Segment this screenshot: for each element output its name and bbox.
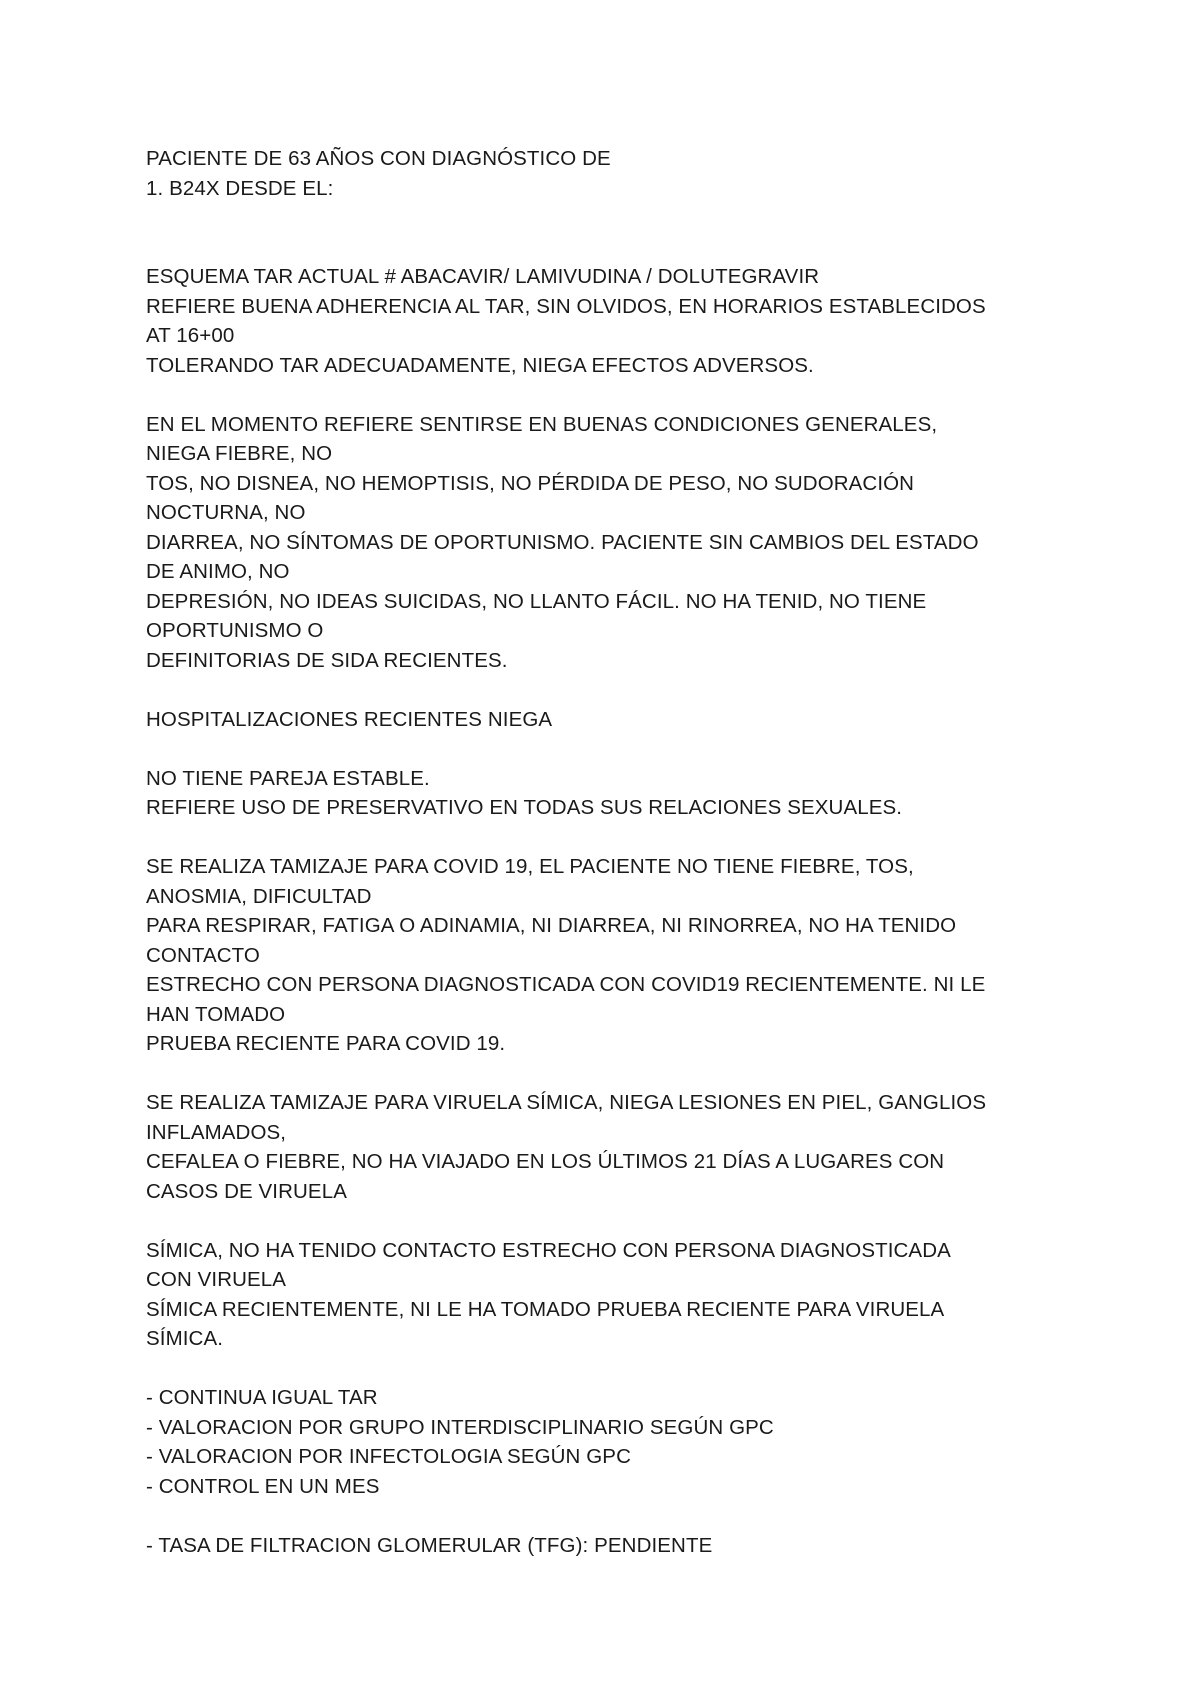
text-line: CEFALEA O FIEBRE, NO HA VIAJADO EN LOS ÚLTIMOS 21 DÍAS A LUGARES CON xyxy=(146,1150,945,1173)
text-line: OPORTUNISMO O xyxy=(146,619,324,642)
header-section xyxy=(146,144,1146,203)
text-line: ANOSMIA, DIFICULTAD xyxy=(146,884,372,908)
text-line: CASOS DE VIRUELA xyxy=(146,1179,347,1203)
text-line: SE REALIZA TAMIZAJE PARA VIRUELA SÍMICA, NIEGA LESIONES EN PIEL, GANGLIOS xyxy=(146,1091,987,1114)
plan-item: - VALORACION POR INFECTOLOGIA SEGÚN GPC xyxy=(146,1445,631,1468)
text-line: PACIENTE DE 63 AÑOS CON DIAGNÓSTICO DE xyxy=(146,147,611,170)
text-line: SÍMICA. xyxy=(146,1327,224,1350)
partner-section xyxy=(146,764,1146,823)
text-line: TOLERANDO TAR ADECUADAMENTE, NIEGA EFECTOS ADVERSOS. xyxy=(146,353,814,377)
text-line: HOSPITALIZACIONES RECIENTES NIEGA xyxy=(146,707,553,731)
labs-section xyxy=(146,1531,1146,1561)
text-line: EN EL MOMENTO REFIERE SENTIRSE EN BUENAS CONDICIONES GENERALES, xyxy=(146,412,938,436)
text-line: NOCTURNA, NO xyxy=(146,501,306,524)
text-line: SÍMICA RECIENTEMENTE, NI LE HA TOMADO PRUEBA RECIENTE PARA VIRUELA xyxy=(146,1297,945,1321)
text-line: 1. B24X DESDE EL: xyxy=(146,176,334,200)
plan-item: - CONTROL EN UN MES xyxy=(146,1474,380,1498)
text-line: SE REALIZA TAMIZAJE PARA COVID 19, EL PACIENTE NO TIENE FIEBRE, TOS, xyxy=(146,855,914,878)
text-line: ESTRECHO CON PERSONA DIAGNOSTICADA CON COVID19 RECIENTEMENTE. NI LE xyxy=(146,973,986,996)
text-line: INFLAMADOS, xyxy=(146,1120,287,1144)
text-line: NIEGA FIEBRE, NO xyxy=(146,442,333,465)
plan-item: - VALORACION POR GRUPO INTERDISCIPLINARIO SEGÚN GPC xyxy=(146,1415,774,1439)
treatment-section xyxy=(146,262,1146,380)
clinical-note xyxy=(146,144,1146,1560)
text-line: NO TIENE PAREJA ESTABLE. xyxy=(146,766,430,790)
monkeypox-screening-section xyxy=(146,1088,1146,1206)
text-line: PRUEBA RECIENTE PARA COVID 19. xyxy=(146,1032,506,1055)
monkeypox-contact-section xyxy=(146,1236,1146,1354)
text-line: REFIERE USO DE PRESERVATIVO EN TODAS SUS RELACIONES SEXUALES. xyxy=(146,796,903,819)
text-line: DEFINITORIAS DE SIDA RECIENTES. xyxy=(146,648,508,672)
current-state-section xyxy=(146,410,1146,676)
text-line: AT 16+00 xyxy=(146,324,235,347)
text-line: PARA RESPIRAR, FATIGA O ADINAMIA, NI DIARREA, NI RINORREA, NO HA TENIDO xyxy=(146,914,957,937)
text-line: TOS, NO DISNEA, NO HEMOPTISIS, NO PÉRDIDA DE PESO, NO SUDORACIÓN xyxy=(146,471,915,495)
text-line: REFIERE BUENA ADHERENCIA AL TAR, SIN OLVIDOS, EN HORARIOS ESTABLECIDOS xyxy=(146,294,986,318)
text-line: DEPRESIÓN, NO IDEAS SUICIDAS, NO LLANTO FÁCIL. NO HA TENID, NO TIENE xyxy=(146,589,927,613)
text-line: SÍMICA, NO HA TENIDO CONTACTO ESTRECHO CON PERSONA DIAGNOSTICADA xyxy=(146,1238,951,1262)
covid-section xyxy=(146,852,1146,1059)
plan-item: - CONTINUA IGUAL TAR xyxy=(146,1386,378,1409)
text-line: ESQUEMA TAR ACTUAL # ABACAVIR/ LAMIVUDINA / DOLUTEGRAVIR xyxy=(146,265,820,288)
text-line: CON VIRUELA xyxy=(146,1268,287,1291)
text-line: DIARREA, NO SÍNTOMAS DE OPORTUNISMO. PACIENTE SIN CAMBIOS DEL ESTADO xyxy=(146,530,979,554)
hospitalizations-section xyxy=(146,705,1146,735)
plan-item: - TASA DE FILTRACION GLOMERULAR (TFG): PENDIENTE xyxy=(146,1533,713,1557)
plan-section xyxy=(146,1383,1146,1501)
text-line: CONTACTO xyxy=(146,943,260,967)
text-line: DE ANIMO, NO xyxy=(146,560,290,583)
text-line: HAN TOMADO xyxy=(146,1002,286,1026)
